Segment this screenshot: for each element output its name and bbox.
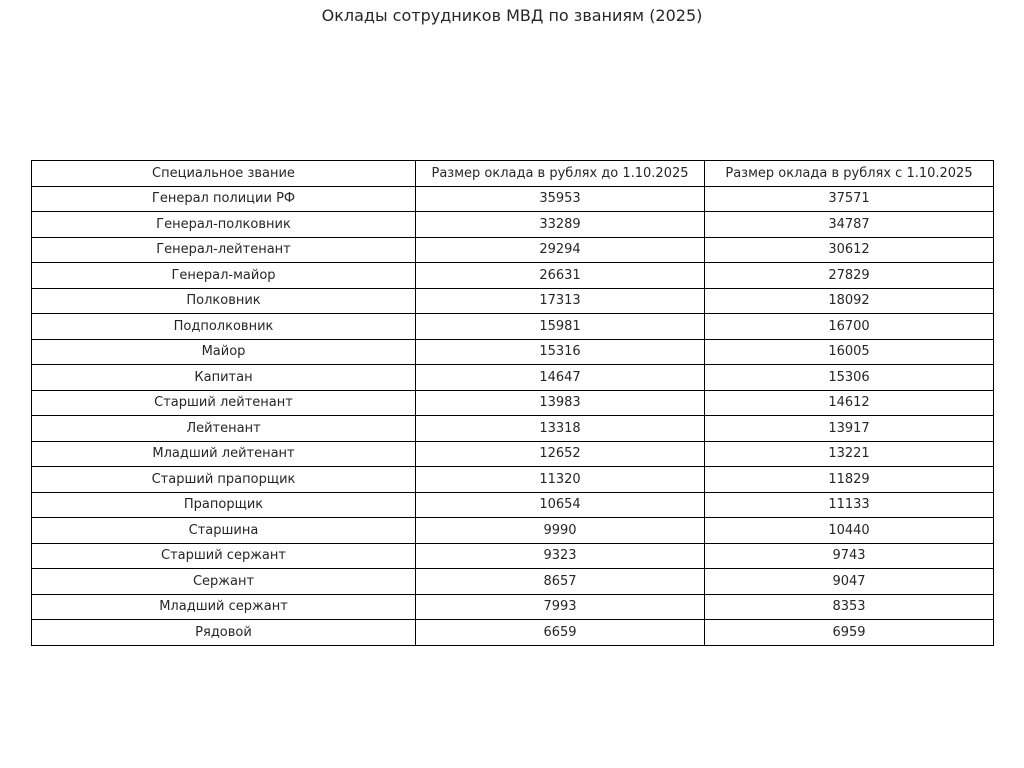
cell-salary-before: 33289 — [416, 212, 705, 238]
cell-salary-after: 13917 — [705, 416, 994, 442]
cell-salary-after: 13221 — [705, 441, 994, 467]
table-row — [32, 518, 994, 544]
cell-rank: Капитан — [32, 365, 416, 391]
chart-title: Оклады сотрудников МВД по званиям (2025) — [321, 6, 703, 25]
table-row — [32, 186, 994, 212]
cell-salary-after: 37571 — [705, 186, 994, 212]
cell-salary-after: 27829 — [705, 263, 994, 289]
cell-rank: Подполковник — [32, 314, 416, 340]
cell-salary-after: 11133 — [705, 492, 994, 518]
cell-salary-after: 16700 — [705, 314, 994, 340]
cell-rank: Майор — [32, 339, 416, 365]
column-header-rank: Специальное звание — [32, 161, 416, 187]
cell-salary-after: 18092 — [705, 288, 994, 314]
cell-rank: Сержант — [32, 569, 416, 595]
cell-salary-before: 10654 — [416, 492, 705, 518]
table-row — [32, 569, 994, 595]
table-row — [32, 416, 994, 442]
cell-salary-before: 26631 — [416, 263, 705, 289]
cell-salary-before: 9323 — [416, 543, 705, 569]
cell-salary-before: 8657 — [416, 569, 705, 595]
table-row — [32, 620, 994, 646]
table-row — [32, 441, 994, 467]
column-header-salary-before: Размер оклада в рублях до 1.10.2025 — [416, 161, 705, 187]
cell-rank: Старший сержант — [32, 543, 416, 569]
cell-salary-after: 9743 — [705, 543, 994, 569]
salary-table — [31, 160, 994, 646]
column-header-salary-after: Размер оклада в рублях с 1.10.2025 — [705, 161, 994, 187]
cell-salary-after: 11829 — [705, 467, 994, 493]
table-row — [32, 365, 994, 391]
table-row — [32, 237, 994, 263]
table-row — [32, 467, 994, 493]
cell-rank: Младший лейтенант — [32, 441, 416, 467]
cell-salary-before: 14647 — [416, 365, 705, 391]
cell-rank: Генерал-лейтенант — [32, 237, 416, 263]
cell-salary-before: 29294 — [416, 237, 705, 263]
cell-salary-after: 6959 — [705, 620, 994, 646]
cell-salary-before: 7993 — [416, 594, 705, 620]
cell-salary-before: 9990 — [416, 518, 705, 544]
cell-rank: Рядовой — [32, 620, 416, 646]
table-row — [32, 492, 994, 518]
cell-rank: Старший лейтенант — [32, 390, 416, 416]
cell-salary-after: 16005 — [705, 339, 994, 365]
table-row — [32, 339, 994, 365]
cell-salary-after: 8353 — [705, 594, 994, 620]
cell-rank: Старшина — [32, 518, 416, 544]
cell-salary-after: 14612 — [705, 390, 994, 416]
table-row — [32, 543, 994, 569]
cell-rank: Младший сержант — [32, 594, 416, 620]
cell-salary-after: 9047 — [705, 569, 994, 595]
table-row — [32, 594, 994, 620]
cell-salary-after: 30612 — [705, 237, 994, 263]
cell-salary-after: 34787 — [705, 212, 994, 238]
cell-salary-before: 17313 — [416, 288, 705, 314]
cell-rank: Прапорщик — [32, 492, 416, 518]
cell-rank: Генерал-майор — [32, 263, 416, 289]
cell-rank: Генерал полиции РФ — [32, 186, 416, 212]
cell-salary-before: 12652 — [416, 441, 705, 467]
cell-salary-before: 35953 — [416, 186, 705, 212]
table-row — [32, 288, 994, 314]
cell-salary-before: 15316 — [416, 339, 705, 365]
table-row — [32, 263, 994, 289]
cell-salary-before: 13983 — [416, 390, 705, 416]
cell-salary-after: 15306 — [705, 365, 994, 391]
cell-salary-before: 15981 — [416, 314, 705, 340]
cell-rank: Генерал-полковник — [32, 212, 416, 238]
table-row — [32, 212, 994, 238]
cell-salary-before: 11320 — [416, 467, 705, 493]
cell-salary-after: 10440 — [705, 518, 994, 544]
cell-salary-before: 13318 — [416, 416, 705, 442]
cell-rank: Старший прапорщик — [32, 467, 416, 493]
table-row — [32, 390, 994, 416]
cell-salary-before: 6659 — [416, 620, 705, 646]
table-header-row — [32, 161, 994, 187]
table-row — [32, 314, 994, 340]
cell-rank: Лейтенант — [32, 416, 416, 442]
cell-rank: Полковник — [32, 288, 416, 314]
